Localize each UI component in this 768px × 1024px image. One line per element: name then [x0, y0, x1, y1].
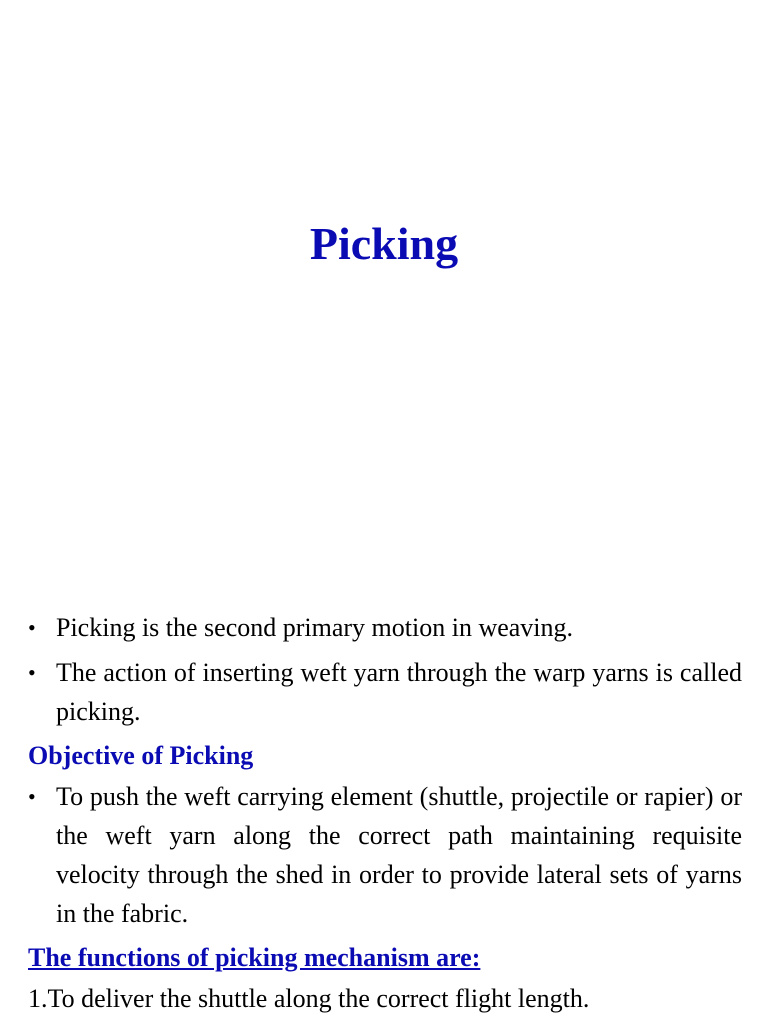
- bullet-item: [28, 777, 742, 933]
- functions-heading-text: The functions of picking mechanism are:: [28, 943, 481, 972]
- objective-heading: Objective of Picking: [28, 741, 254, 770]
- bullet-icon: •: [28, 615, 36, 640]
- bullet-text: The action of inserting weft yarn through the warp yarns is called picking.: [56, 658, 742, 726]
- numbered-item: 1.To deliver the shuttle along the correct flight length.: [28, 984, 590, 1013]
- bullet-text: Picking is the second primary motion in weaving.: [56, 613, 574, 642]
- slide-title: Picking: [309, 218, 459, 269]
- functions-heading: [28, 939, 742, 977]
- slide-content: [28, 608, 742, 1019]
- bullet-item: [28, 608, 742, 647]
- bullet-icon: •: [28, 660, 36, 685]
- bullet-item: [28, 653, 742, 731]
- bullet-icon: •: [28, 784, 36, 809]
- bullet-text: To push the weft carrying element (shuttle, projectile or rapier) or the weft yarn along the correct path maintaining requisite velocity through the shed in order to provide lateral sets of yarns in the fabric.: [56, 782, 742, 928]
